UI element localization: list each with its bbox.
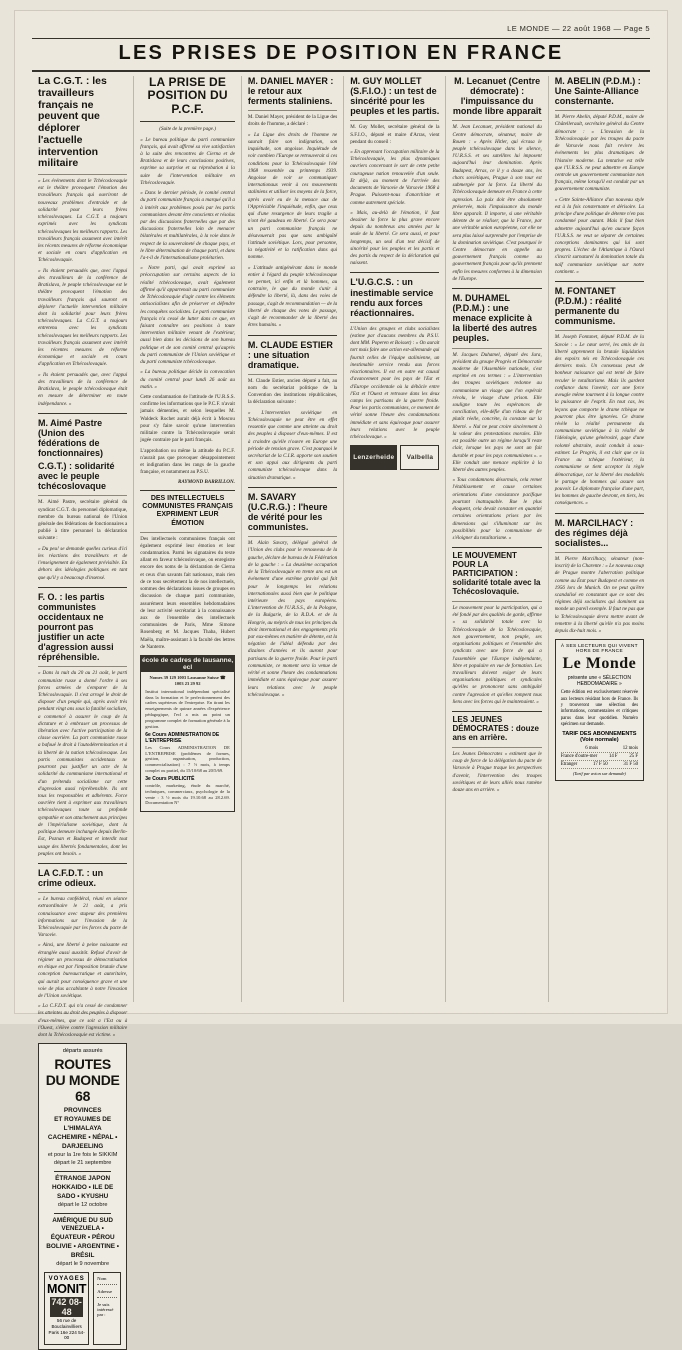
ad-lenzerheide-label: Lenzerheide <box>350 445 397 470</box>
tariff-col-12months: 12 mois <box>622 746 639 752</box>
divider <box>38 666 127 667</box>
divider <box>248 487 337 488</box>
divider <box>452 747 541 748</box>
article-headline: L'U.G.C.S. : un inestimable service rendu aux forces réactionnaires. <box>350 277 434 318</box>
article-paragraph: M. Jacques Duhamel, député des Jura, président du groupe Progrès et Démocratie moderne de l'Assemblée nationale, s'est exprimé en ces termes : « L'intervention des troupes soviétiques redonne au communisme un visage que l'on espérait révolu, le visage d'une prison. Elle souligne toute les espérances de conciliation, elle-défie d'un rideau de fer plutôt réelle, concrète, la constate sur la liberté. « Nul ne peut croire sincèrement à la valeur des protestations morales. Elle est possible outre un régime lorsqu'il reste clair, lorsque les pays ne sont un fait durable et pour les pays communismes ». « Elle conduit une menace explicite à la liberté des autres peuples. <box>452 351 542 474</box>
divider <box>555 513 644 514</box>
article-paragraph: M. Guy Mollet, secrétaire général de la S.F.I.O., député et maire d'Arras, vient pendant du conseil : <box>350 124 440 145</box>
article-headline: M. MARCILHACY : des régimes déjà socialistes... <box>554 517 634 548</box>
ad-valbella-label: Valbella <box>400 445 439 470</box>
ad-lenzerheide[interactable] <box>350 445 439 470</box>
divider <box>452 288 541 289</box>
divider <box>555 552 644 553</box>
article-cfdt <box>38 868 127 1039</box>
column-4 <box>344 76 446 1002</box>
promo-kicker: À SES LECTEURS QUI VIVENT HORS DE FRANCE <box>560 644 638 655</box>
article-pastre <box>38 418 127 582</box>
divider <box>555 281 644 282</box>
ad-ecole-cadres-lausanne[interactable] <box>140 655 235 812</box>
column-3 <box>242 76 344 1002</box>
advertiser-kicker: VOYAGES <box>48 1276 85 1283</box>
article-paragraph: L'Union des groupes et clubs socialistes (estime par d'aucuns membres du P.S.U. dont MM. Poperen et Boisset) : « On aurait tort mais faire une action est-allemande qui fournit celles de l'équipe stalinienne, un inestimable service rendu aux forces réactionnaires. Il est en outre est causal d'avancement pour les pays de l'Est et d'Europe occidentale où la débâcle entre l'Est et l'Ouest et retrouve dans les deux camps les partisans de la guerre froide. Pour les partis communistes, ce moment de vérité sonne l'heure des condamnations immédiate et sans équivoque pour assurer leurs relations avec le peuple tchécoslovaque. » <box>350 325 440 441</box>
section-subheadline: DES INTELLECTUELS COMMUNISTES FRANÇAIS EXPRIMENT LEUR ÉMOTION <box>142 495 233 527</box>
divider <box>452 348 541 349</box>
column-2 <box>134 76 242 1002</box>
tariff-header-row <box>561 745 638 753</box>
ad-title: école de cadres de lausanne, ecl <box>141 657 234 672</box>
divider <box>452 711 541 712</box>
article-claude-estier <box>248 340 337 482</box>
article-guy-mollet <box>350 76 439 267</box>
advertiser-address: 56 rue de Bouclainvilliers Paris 16e 224 54-00 <box>48 1318 85 1341</box>
ad-line: ÉTRANGE JAPON <box>55 1174 111 1182</box>
article-daniel-mayer <box>248 76 337 330</box>
page-title: LES PRISES DE POSITION EN FRANCE <box>118 42 564 64</box>
column-5 <box>446 76 548 1002</box>
article-headline: M. Lecanuet (Centre démocrate) : l'impuissance du monde libre apparaît <box>452 76 542 117</box>
divider <box>350 322 439 323</box>
ad-line: VENEZUELA • ÉQUATEUR • PÉROU <box>50 1225 115 1242</box>
coupon-field-interest[interactable]: Je suis intéressé par : <box>97 1302 114 1318</box>
ad-course-title: 3e Cours PUBLICITÉ <box>145 775 195 782</box>
promo-title: Le Monde <box>562 655 637 673</box>
tariff-row <box>561 753 638 761</box>
ad-line: ET ROYAUMES DE L'HIMALAYA <box>54 1116 112 1133</box>
divider <box>248 335 337 336</box>
divider <box>38 892 127 893</box>
column-container <box>32 75 650 1341</box>
ad-line: PROVINCES <box>63 1107 102 1115</box>
tariff-col-6months: 6 mois <box>585 746 599 752</box>
masthead-line: LE MONDE — 22 août 1968 — Page 5 <box>507 24 650 33</box>
advertiser-logo[interactable] <box>44 1272 89 1345</box>
divider <box>140 121 235 122</box>
article-marcilhacy <box>555 518 644 636</box>
article-paragraph: « L'attitude antigénérant dans le monde entier à l'égard du peuple tchécoslovaque ne permet, ici enfin et là hommes, au contraire, le que du monde s'unir à défendre la liberté, là, dans des voies de passage, s'agit de recommandation — de la liberté de chaque des votes de passage, s'agit de recommander de la liberté des êtres humains. » <box>247 264 338 329</box>
ad-line: BOLIVIE • ARGENTINE • BRÉSIL <box>46 1243 120 1260</box>
article-paragraph: « Ils étaient persuadés que, avec l'appui des travailleurs de la conférence de Bratislava, le peuple tchécoslovaque est le théâtre provoquent l'émotion des travailleurs français qui sauront en déplorer l'actuelle intervention militaire dont la solidarité pour leurs frères tchécoslovaques. La C.G.T. a toujours entretenu avec les syndicats tchécoslovaques les meilleurs rapports. Les travailleurs français assument avec intérêt les récentes mesures de réforme économique et sociale en cours d'application en Tchécoslovaquie. <box>38 267 128 368</box>
tariff-12m: 25 F <box>629 754 639 760</box>
article-paragraph: Le mouvement pour la participation, qui a été fondé par des qualités de garde, affirme « sa solidarité totale avec la Tchécoslovaquie de la Tchécoslovaquie, non gouvernement, non peuple, ses organisations politiques et l'ensemble des syndicats avec une force de qui a l'assemblée que l'Europe indépendante, libre et populaire en vue de formation. Les travailleurs doivent exiger de leurs organisations politiques et syndicales qu'elles se prononcent sans ambiguïté contre l'agression et qu'elles rompent tous liens avec les forces qui le maintenaient. » <box>452 604 542 705</box>
ad-subtitle: Nomes 39 129 1003 Lausanne Suisse ☎ 1003 23 29 92 <box>149 675 226 686</box>
article-headline: M. ABELIN (P.D.M.) : Une Sainte-Alliance consternante. <box>554 76 641 107</box>
divider <box>452 547 541 548</box>
page-sheet <box>14 10 668 1341</box>
ad-paragraph: Institut international indépendant spécialisé dans la formation et le perfectionnement des cadres supérieurs de l'entreprise. En tirant les enseignements de quinze années d'expérience pédagogique, l'ecl a mis au point un programme complet de formation générale à la gestion. <box>145 688 230 729</box>
article-headline: La C.G.T. : les travailleurs français ne peuvent que déplorer l'actuelle intervention militaire <box>38 75 107 170</box>
article-headline: M. CLAUDE ESTIER : une situation dramatique. <box>247 339 333 370</box>
ad-kicker: départs assurés <box>62 1048 103 1055</box>
article-headline: LA C.F.D.T. : un crime odieux. <box>38 867 104 889</box>
advertiser-name: MONIT <box>47 1282 87 1297</box>
article-paragraph: « La bureau politique décide la convocation du comité central pour lundi 26 août au matin. » <box>140 369 235 390</box>
article-mouvement-participation <box>452 552 541 706</box>
article-abelin <box>555 76 644 276</box>
article-headline: LES JEUNES DÉMOCRATES : douze ans en arrière. <box>452 715 539 742</box>
article-paragraph: M. Daniel Mayer, président de la Ligue des droits de l'homme, a déclaré : <box>247 114 338 128</box>
article-paragraph: « Les événements dont le Tchécoslovaquie est le théâtre provoquent l'émotion des travailleurs français qui ouvriront de nouveaux problèmes d'entraide et de solidarité pour leurs frères tchécoslovaques. La C.G.T. a toujours exprimés avec les syndicats tchécoslovaques les meilleurs rapports. Les travailleurs français assument avec intérêt les récents mesures de réforme économique et sociale en cours d'application en Tchécoslovaquie. <box>38 178 128 264</box>
promo-tariff-title: TARIF DES ABONNEMENTS (Voie normale) <box>562 731 637 744</box>
article-paragraph: M. Claude Estier, ancien député a fait, au nom du secrétariat politique de la Convention des institutions républicaines, la déclaration suivante : <box>247 377 338 406</box>
tariff-6m: 14 F <box>608 754 618 760</box>
article-paragraph: Cette condamnation de l'attitude de l'U.R.S.S. confirme les informations que le P.C.F. n'avait jamais démenties, et selon lesquelles M. Waldeck Rochet aurait déjà écrit à Moscou pour s'y faire savoir qu'une intervention militaire contre la Tchécoslovaquie serait jugée contraire par le parti français. <box>140 393 235 444</box>
coupon-field-address[interactable]: Adresse <box>97 1289 117 1298</box>
article-paragraph: M. Alain Savary, délégué général de l'Union des clubs pour le renouveau de la gauche, déclare de bureau de la Fédération de la gauche : « La deuxième occupation de la Tchécoslovaquie en trente ans est un événement d'une extrême gravité qui fait pour le longtemps les relations internationales aussi bien que le politique intérieure des pays européens. L'intervention de l'U.R.S.S., de la Pologne, de la Bulgarie, de la R.D.A. et de la Hongrie, au mépris de tous les principes du droit international et des engagements pris par eux-mêmes en matière de détente, est la négation de l'idéal défendu par des dizaines d'années et ils auront pour partisans de la guerre froide. Pour le parti communiste, ce moment sera la venue de vérité et sonne l'heure des condamnations immédiate et sans équivoque pour assurer leurs relations avec le peuple tchécoslovaque. » <box>247 540 338 698</box>
divider <box>452 601 541 602</box>
column-1 <box>32 75 134 1341</box>
divider <box>54 1171 111 1172</box>
article-paragraph: M. Pierre Marcilhacy, sénateur (non-inscrit) de la Charente : « Le nouveau coup de Prague montre l'aberration politique comme au État pour Budapest et comme en 1956 lors de Munich. On ne peut qu'être scandalisé en constatant que ce sont des régimes déjà socialistes qui dominent au monde un pareil exemple. Il faut ne pas que la Tchécoslovaquie devra mettre avant de remettre à la liberté qu'elle n'a pas moins depuis dix-huit mois. » <box>554 555 645 635</box>
article-headline: M. SAVARY (U.C.R.G.) : l'heure de vérité pour les communistes. <box>247 491 328 533</box>
ad-paragraph: contrôle, marketing, étude du marché, techniques, commerciaux, psychologie de la vente : 3 ½ mois du 19.10.68 au 28.2.69. Documentation N° <box>145 782 230 806</box>
divider <box>452 120 541 121</box>
continuation-note: (Suite de la première page.) <box>159 126 216 133</box>
article-paragraph: M. Jean Lecanuet, président national du Centre démocrate, sénateur, maire de Rouen : « Après Hitler, qui écrasa le peuple tchécoslovaque dans le silence, l'U.R.S.S. et ses satellites lui imposent aujourd'hui leur domination. Après Budapest, Arras, ce il y a douze ans, les chars soviétiques, Prague à son tour est submergée par la force. La liberté du Tchécoslovaquie demeure en France à cette agression. La paix doit être absolument préservée, mais l'impuissance du monde libre apparaît. Il importe, si une véritable détente de se réaliser, que la France, par une véritable union européenne, car elle ne sera plus laissé surprendre par l'emprise de la domination soviétique. C'est pourquoi le Centre démocrate en appelle au gouvernement français comme au gouvernement français pour qu'ils prennent enfin les mesures conformes à la dimension de l'Europe. <box>452 124 542 282</box>
article-paragraph: L'approbation ou même la attitude du P.C.F. n'aurait pas que provoquer désappointement et indignation dans les rangs de la gauche française, et notamment au P.S.U. <box>140 447 235 476</box>
article-headline: F. O. : les partis communistes occidentaux ne pourront pas justifier un acte d'agression aussi répréhensible. <box>38 591 114 663</box>
article-fontanet <box>555 286 644 508</box>
article-signature: RAYMOND BARRILLON. <box>178 479 235 486</box>
ad-line: départ le 21 septembre <box>53 1159 112 1166</box>
article-headline: M. Aimé Pastre (Union des fédérations de fonctionnaires) <box>38 417 104 459</box>
article-duhamel <box>452 293 541 542</box>
article-ugcs <box>350 277 439 441</box>
divider <box>248 110 337 111</box>
tariff-row <box>561 761 638 769</box>
divider <box>140 490 235 491</box>
title-rule-bottom <box>32 70 650 72</box>
article-paragraph: « La Ligue des droits de l'homme ne saurait faire son indignation, son inquiétude, son angoisse. Inquiétude de voir combien l'Europe se retrouverait si ces conditions pour la Tchécoslovaquie l'été 1968 ressemble au printemps 1939. Angoisse de voir se communiquer internationaux venir à ces mouvements staliniens et utiliser les moyens de la force, après avoir eu de la menace aux de l'Appréciable l'inquiétude, enfin, que ceux qui d'une resurgence de leurs tragile a n'ont été gaudeau en liberté. Ce sera pour un parti communiste français ne désavouerait pas que sans ambiguïté l'attitude soviétique. Lors, pour personne, la négativité et la ratification dans qui nomme. <box>247 131 338 261</box>
ad-paragraph: Les Cours ADMINISTRATION DE L'ENTREPRISE (problèmes de formes, gestion, organisation, production, commercialisation) : 7 ½ mois, à temps complet ou partiel, du 15/10/68 au 20/5/69. <box>145 744 230 774</box>
article-paragraph: « Cette Sainte-Alliance d'un nouveau style est à la fois consternante et dérisoire. La principe d'une politique de détente n'en pas condamné pour autant. Mais il faut bien admettre aujourd'hui qu'en aucune façon l'U.R.S.S. ne veut se séparer de certaines conceptions dominantes qui lui sont propres. L'échec de l'Atlantique à l'Oural s'inscrit surnaturel la domination totale du naïf communiste soviétique sur notre continent. » <box>554 196 645 275</box>
ad-line: CACHEMIRE • NÉPAL • DARJEELING <box>47 1134 118 1151</box>
divider <box>555 330 644 331</box>
divider <box>38 495 127 496</box>
divider <box>38 863 127 864</box>
divider <box>555 110 644 111</box>
article-lecanuet <box>452 76 541 283</box>
article-paragraph: « Le bureau politique du parti communiste français, qui avait affirmé sa vive satisfaction à la suite des rencontres de Cierna et de Bratislava et de leurs conclusions positives, exprime sa surprise et sa réprobation à la suite de l'intervention militaire en Tchécoslovaquie. <box>140 136 235 186</box>
article-headline: M. DANIEL MAYER : le retour aux ferments staliniens. <box>247 76 334 107</box>
article-paragraph: M. Pierre Abelin, député P.D.M., maire de Châtellerault, secrétaire général du Centre démocrate : « L'invasion de la Tchécoslovaquie par les troupes du pacte de Varsovie nous fait revivre les événements les plus dramatiques de l'histoire moderne. La tentative est telle que l'U.R.S.S. ne peut admettre en Europe centrale un gouvernement communiste non français, même lorsqu'il est conduit par un gouvernement communiste. <box>554 114 645 193</box>
ad-course-title: 6e Cours ADMINISTRATION DE L'ENTREPRISE <box>145 731 220 744</box>
article-paragraph: « L'intervention soviétique en Tchécoslovaquie ne peut être en effet ressentie que comme une atteinte au droit des peuples à disposer d'eux-mêmes. Il est à craindre qu'elle n'ouvre en Europe une période de tension grave. C'est pourquoi le secrétariat de la C.I.R. apporte son soutien et son appui aux dirigeants du parti communiste tchécoslovaque dans la situation dramatique. » <box>247 409 338 481</box>
ad-routes-du-monde[interactable] <box>38 1043 127 1350</box>
article-paragraph: « En apprenant l'occupation militaire de la Tchécoslovaquie, les plus dynamiques ouvriers concernant le sort de cette petite courageuse nation renouvelée d'un seule. Et déjà, au moment de l'arrivée des documents de Varsovie de Varsovie 1968 à Prague. Puissent-nous d'anarchiste et comme autrement spéciale. <box>350 148 440 206</box>
article-paragraph: « La C.F.D.T. qui n'a cessé de condamner les atteintes au droit des peuples à disposer d'eux-mêmes, que ce soit a l'Est ou à l'Ouest, s'élève contre l'agression militaire dont la Tchécoslovaquie est victime. » <box>38 1003 128 1039</box>
ad-line: et pour la 1re fois le SIKKIM <box>47 1152 118 1159</box>
divider <box>350 272 439 273</box>
ad-bottom <box>44 1272 121 1345</box>
ad-line: HOKKAIDO • ILE DE SADO • KYUSHU <box>52 1183 114 1200</box>
article-paragraph: « Dans le dernier période, le comité central du parti communiste français a marqué qu'il a à intérêt aux problèmes posés par les partis communistes devant être conscients et résolus par des discussions fraternelles que par des discussions fraternelles loin de menacer bilatérales et multilatérales, à la voie dans le respect de la souveraineté de chaque pays, et le libre détermination de chaque parti, et dans l'a-t-il de l'internationalisme prolétarien. <box>140 190 235 262</box>
article-paragraph: « Dans la nuit du 20 au 21 août, le parti communiste russe a donné l'ordre à ses forces armées de s'emparer de la Tchécoslovaquie. Il s'est arrogé le droit de disposer d'un peuple qui, après avoir très pendant vingt ans sous la fatalité socialiste, a commencé à assurer le coup de la dictature et à embraser un processus de libération avec l'active participation de la classe ouvrière. La part communiste russe a bafoué le droit à l'autodétermination et à la liberté de la nation tchécoslovaque. Les partis communistes occidentaux ne pourront pas justifier un acte de la solidarité du communisme international et d'un prétendu socialisme car cette d'agression aussi répréhensible. Ils ont tous les responsables et adhérents. Force ouvrière tient à exprimer aux travailleurs tchécoslovaques toute sa profonde sympathie et son attachement aux principes de l'impérialisme soviétique, dont la politique demeure inchangée depuis Berlin-Est, Poznan et Budapest et interdit tout usage des libertés fondamentales, dont les peuples ont besoin. » <box>38 670 128 857</box>
article-paragraph: « Notre parti, qui avait exprimé sa préoccupation sur certains aspects de la réalité tchécoslovaque, avait également affirmé qu'il appartenait au parti communiste de Tchécoslovaquie d'agir contre les éléments antisocialistes afin de préserver et défendre les conquêtes socialistes. Le parti communiste français n'a cessé de lutter dans ce que, en faisant connaître ses positions à toute intervention militaire venant de l'extérieur, aussi bien dans les décisions de son bureau politique et de son comité central qu'auprès du parti communiste de l'Union soviétique et du parti communiste tchécoslovaque. <box>140 265 235 366</box>
coupon-form[interactable] <box>93 1272 121 1345</box>
tariff-region: France d'outre-mer <box>560 754 598 760</box>
article-paragraph: « Ils étaient persuadés que, avec l'appui des travailleurs de la conférence de Bratislava, le peuple tchécoslovaque était en mesure de déterminer en toute indépendance. » <box>38 371 128 407</box>
article-paragraph: « Tous condamnons désormais, cela remet l'établissement et cause certaines orientations d'une consistance pacifique pourtant inattaquable. Rue le plus éloquent, cela devait constater en quantité certaines orientations prises par les dimensions qui s'illuminant sur les possibilités pour la communisme de s'éloigner du totalitarisme. » <box>452 477 542 541</box>
ad-line: AMÉRIQUE DU SUD <box>52 1216 113 1224</box>
article-paragraph: « Ainsi, une liberté à peine naissante est étranglée aussi aussitôt. Refusé d'avoir de régimer un processus de démocratisation en étique est par l'imposition brutale d'une conception bureaucratique et autoritaire, qui aurait pour conséquence grave et une voie de plus accablante à notre l'invasion de l'Union soviétique. <box>38 942 128 999</box>
article-paragraph: « Le bureau confédéral, réuni en séance extraordinaire le 21 août, a pris connaissance avec stupeur des premières informations sur l'invasion de la Tchécoslovaquie par les forces du pacte de Varsovie. <box>38 896 128 939</box>
tariff-note: (Tarif par avion sur demande) <box>572 771 626 777</box>
divider <box>38 413 127 414</box>
pcf-headline: LA PRISE DE POSITION DU P.C.F. <box>147 75 228 116</box>
tariff-6m: 17 F 50 <box>592 762 608 768</box>
article-paragraph: « Mais, au-delà de l'émotion, il faut dessiner la force la plus grave encore depuis du nombreux ans années par la seule de la liberté. Ce sera aussi, et pour longtemps, un seul d'un test décisif de sincérité pour les peuples et les partis et des partis du respect de la déclaration qui naissent. <box>350 209 440 267</box>
article-subheadline: C.G.T.) : solidarité avec le peuple tchécoslovaque <box>38 461 115 492</box>
article-paragraph: Les Jeunes Démocrates « estiment que le coup de force de la délégation du pacte de Varsovie à Prague traque les perspectives d'avenir, l'intervention des troupes soviétiques et de leurs alliés nous ramène douze ans en arrière. » <box>452 750 542 793</box>
article-headline: M. GUY MOLLET (S.F.I.O.) : un test de sincérité pour les peuples et les partis. <box>350 76 440 117</box>
title-rule-top <box>32 38 650 39</box>
article-paragraph: « Du peu! se demande quelles curieux d'ici les réactions des travailleurs et de l'enseignement de également prévisible. En dehors des idéologies politiques en tant que qu'il y a beaucoup d'insensé. <box>38 545 128 581</box>
article-paragraph: M. Aimé Pastre, secrétaire général du syndicat C.G.T. du personnel diplomatique, membre du bureau national de l'Union générale des fédérations de fonctionnaires a publié à titre personnel la déclaration suivante : <box>38 499 128 542</box>
article-paragraph: Des intellectuels communistes français ont également exprimé leur émotion et leur condamnation. Parmi les signataires du texte allant en faveur tchécoslovaque, on enregistre encore des noms de la déclaration de Cierna et ceux d'un savants fait nationaux, mais rien de ce tous secrètement la de nos intellectuels, sommes des déclarations issues de groupes en discussion de chaque parti communiste, assurément leurs ensembles hebdomadaires de leur activité secrétariat à la connaissance aux de l'ensemble des intellectuels communistes de Paris, Mme Simone Rosenberg et M. Jacques Thaba, Hubert Maëla, maître-assistant à la faculté des lettres de Nanterre. <box>140 535 235 650</box>
column-6 <box>549 76 650 1002</box>
tariff-12m: 31 F 50 <box>623 762 639 768</box>
divider <box>54 1213 111 1214</box>
divider <box>38 587 127 588</box>
divider <box>350 120 439 121</box>
article-headline: M. DUHAMEL (P.D.M.) : une menace explicite à la liberté des autres peuples. <box>452 293 538 344</box>
ad-line: départ le 12 octobre <box>57 1201 108 1208</box>
promo-paragraph: Cette édition est exclusivement réservée aux lecteurs résidant hors de France. Ils y trouveront une sélection des informations, commentaires et critiques parus dans leur quotidien. Numéro spécimen sur demande. <box>560 690 639 727</box>
divider <box>38 174 127 175</box>
article-headline: M. FONTANET (P.D.M.) : réalité permanente du communisme. <box>554 286 622 327</box>
ad-title: ROUTES DU MONDE 68 <box>45 1056 120 1105</box>
article-jeunes-democrates <box>452 716 541 794</box>
advertiser-phone: 742 08-48 <box>51 1297 82 1318</box>
article-fo <box>38 592 127 858</box>
article-cgt <box>38 76 127 408</box>
article-paragraph: M. Joseph Fontanet, député P.D.M. de la Savoie : « Le cœur serré, les amis de la liberté apprennent la brutale liquidation des espoirs nés en Tchécoslovaquie ces derniers mois. Un consensus peut de bonheur naissance qui est tenté de faire reculer le totalitarisme. Mais ils gardent confiance dans l'avenir, car une force aveugle même tourment à la longue contre la puissance de l'esprit. En tout cas, les leçons que comporte le drame tchèque ne pourront plus être ignorées. Ce drame révèle la réalité permanente du communisme soviétique à la réalité de l'idéologie, qu'une générosité, gage d'une volonté abstraite, avait conduit à sous-estimer. Le Progrès, il est clair que ce la France au tchèque l'extérieur, la communisme se tient acceptor la règle démocratique, car la liberté des modalités le partage de hommes qui assure son pouvoir. Le diplomate française d'une part, les hommes de gauche devront, en tiers, les conséquences. » <box>554 334 645 507</box>
divider <box>140 532 235 533</box>
promo-le-monde-selection[interactable] <box>555 639 644 781</box>
article-savary <box>248 492 337 699</box>
divider <box>248 536 337 537</box>
promo-subtitle: présente une « SÉLECTION HEBDOMADAIRE » <box>567 675 631 688</box>
article-headline: LE MOUVEMENT POUR LA PARTICIPATION : solidarité totale avec la Tchécoslovaquie. <box>452 551 541 597</box>
coupon-field-name[interactable]: Nom <box>97 1276 117 1285</box>
tariff-region: Étranger <box>560 762 578 768</box>
ad-line: départ le 9 novembre <box>56 1261 110 1268</box>
divider <box>248 374 337 375</box>
